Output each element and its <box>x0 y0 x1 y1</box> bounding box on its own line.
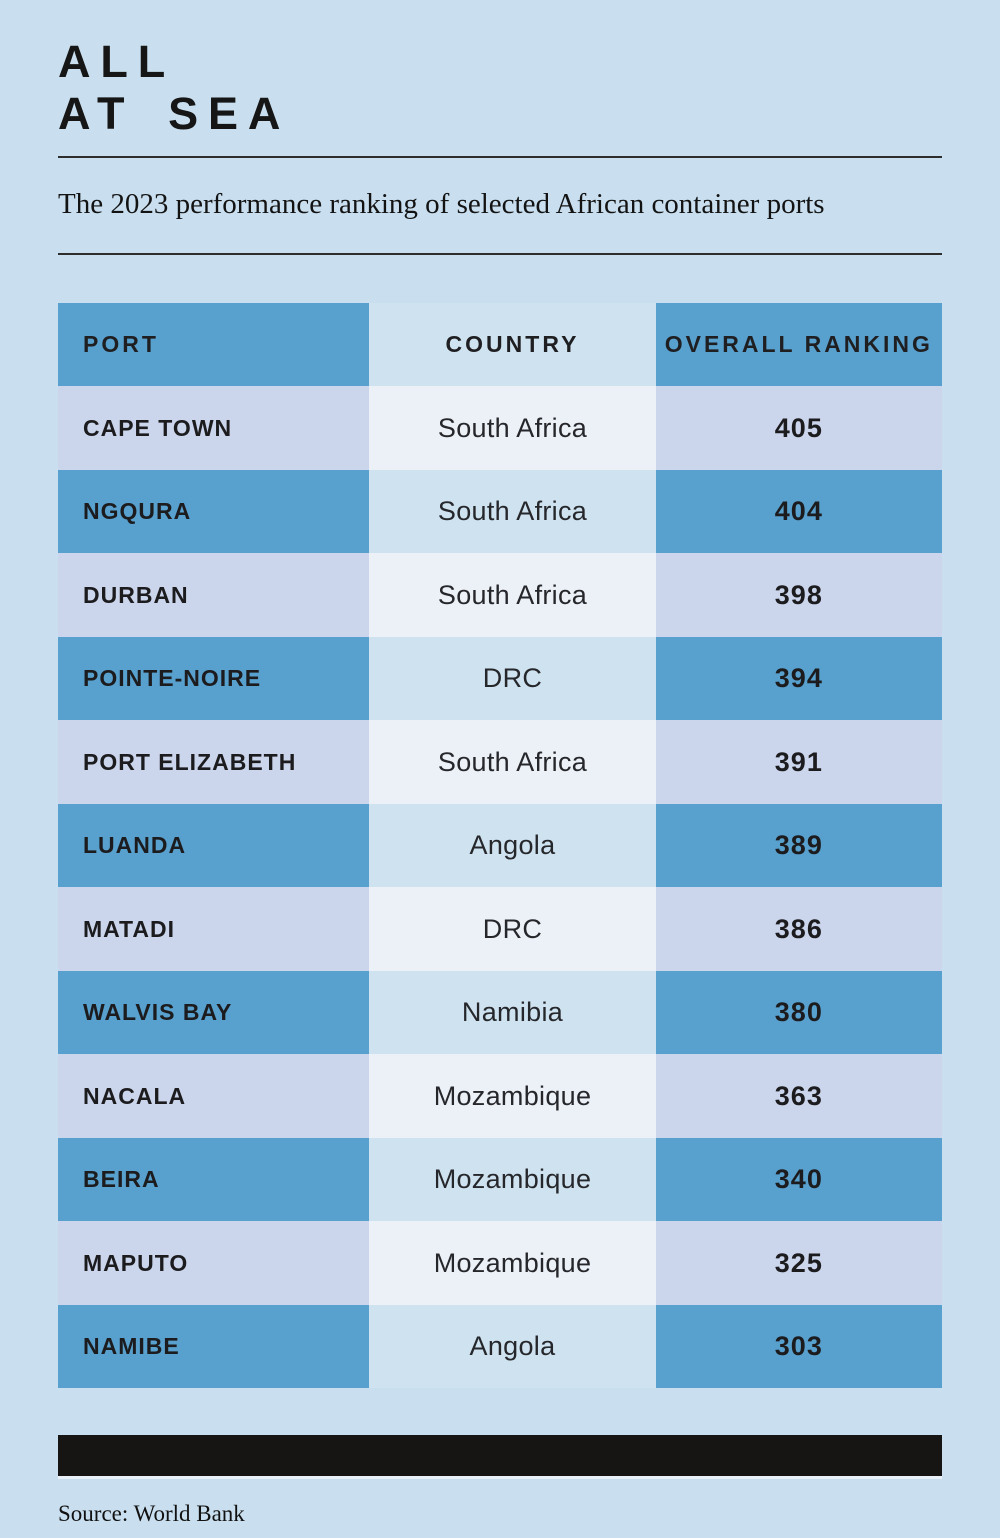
ranking-cell-label: 386 <box>774 913 823 944</box>
country-cell <box>369 553 655 637</box>
ranking-cell-label: 325 <box>774 1247 823 1278</box>
country-cell <box>369 1305 655 1389</box>
credit-bar <box>58 1435 942 1479</box>
port-cell-label: MAPUTO <box>83 1249 189 1276</box>
country-cell-label: South Africa <box>437 579 588 610</box>
country-cell <box>369 887 655 971</box>
country-cell <box>369 1138 655 1222</box>
country-cell <box>369 470 655 554</box>
port-cell-label: MATADI <box>83 915 176 942</box>
port-cell <box>58 1221 369 1305</box>
country-cell-label: South Africa <box>437 496 588 527</box>
country-cell-label: Mozambique <box>433 1080 592 1111</box>
country-cell-label: DRC <box>482 913 543 944</box>
ranking-cell <box>656 720 942 804</box>
port-cell <box>58 1054 369 1138</box>
ranking-cell-label: 404 <box>774 496 823 527</box>
ranking-cell <box>656 1221 942 1305</box>
country-cell-label: Mozambique <box>433 1164 592 1195</box>
table-header-row <box>58 303 942 386</box>
source-attribution: Source: World Bank <box>58 1501 245 1527</box>
ranking-cell <box>656 1054 942 1138</box>
column-header-country: COUNTRY <box>445 331 580 358</box>
table-row <box>58 553 942 637</box>
ranking-cell <box>656 1305 942 1389</box>
ranking-cell-label: 394 <box>774 663 823 694</box>
port-cell-label: POINTE-NOIRE <box>83 665 262 692</box>
port-cell-label: PORT ELIZABETH <box>83 748 297 775</box>
port-cell-label: NAMIBE <box>83 1333 180 1360</box>
country-cell-label: South Africa <box>437 412 588 443</box>
ranking-cell-label: 380 <box>774 997 823 1028</box>
port-cell-label: NGQURA <box>83 498 192 525</box>
country-cell <box>369 804 655 888</box>
table-row <box>58 887 942 971</box>
ranking-cell-label: 391 <box>774 746 823 777</box>
column-header-port: PORT <box>83 331 159 358</box>
table-row <box>58 1054 942 1138</box>
ranking-cell <box>656 470 942 554</box>
port-cell-label: DURBAN <box>83 581 189 608</box>
table-row <box>58 637 942 721</box>
port-cell <box>58 553 369 637</box>
port-cell <box>58 637 369 721</box>
table-row <box>58 720 942 804</box>
ranking-cell-label: 363 <box>774 1080 823 1111</box>
table-row <box>58 470 942 554</box>
table-row <box>58 1221 942 1305</box>
column-header-overall-ranking: OVERALL RANKING <box>664 331 933 358</box>
chart-subtitle: The 2023 performance ranking of selected African container ports <box>58 188 825 221</box>
page-title-line2: AT SEA <box>58 88 291 140</box>
port-cell-label: CAPE TOWN <box>83 414 233 441</box>
ranking-cell <box>656 553 942 637</box>
title-divider <box>58 156 942 158</box>
port-cell <box>58 386 369 470</box>
country-cell <box>369 720 655 804</box>
port-cell <box>58 887 369 971</box>
port-cell <box>58 1138 369 1222</box>
ranking-cell-label: 303 <box>774 1331 823 1362</box>
page-title-line1: ALL <box>58 36 176 87</box>
table-row <box>58 1305 942 1389</box>
port-cell <box>58 470 369 554</box>
ranking-cell-label: 405 <box>774 412 823 443</box>
country-cell-label: DRC <box>482 663 543 694</box>
country-cell-label: South Africa <box>437 746 588 777</box>
country-cell <box>369 1054 655 1138</box>
ranking-cell-label: 389 <box>774 830 823 861</box>
page-title <box>58 36 942 140</box>
port-cell <box>58 1305 369 1389</box>
ranking-cell-label: 340 <box>774 1164 823 1195</box>
country-cell-label: Namibia <box>461 997 564 1028</box>
port-cell-label: WALVIS BAY <box>83 999 233 1026</box>
ranking-cell-label: 398 <box>774 579 823 610</box>
table-row <box>58 971 942 1055</box>
port-cell-label: LUANDA <box>83 832 187 859</box>
country-cell <box>369 1221 655 1305</box>
ranking-cell <box>656 386 942 470</box>
ranking-cell <box>656 887 942 971</box>
country-cell-label: Angola <box>469 830 556 861</box>
port-cell <box>58 720 369 804</box>
country-cell-label: Mozambique <box>433 1247 592 1278</box>
subtitle-divider <box>58 253 942 255</box>
port-cell-label: NACALA <box>83 1082 187 1109</box>
ports-table <box>58 303 942 1388</box>
port-cell <box>58 971 369 1055</box>
table-row <box>58 386 942 470</box>
ports-table-body <box>58 386 942 1388</box>
table-row <box>58 804 942 888</box>
header-cell-country <box>369 303 655 386</box>
port-cell <box>58 804 369 888</box>
masthead <box>58 0 942 255</box>
ranking-cell <box>656 971 942 1055</box>
ranking-cell <box>656 1138 942 1222</box>
port-cell-label: BEIRA <box>83 1166 160 1193</box>
country-cell <box>369 386 655 470</box>
table-row <box>58 1138 942 1222</box>
country-cell <box>369 637 655 721</box>
country-cell-label: Angola <box>469 1331 556 1362</box>
ranking-cell <box>656 637 942 721</box>
ranking-cell <box>656 804 942 888</box>
country-cell <box>369 971 655 1055</box>
header-cell-port <box>58 303 369 386</box>
header-cell-overall-ranking <box>656 303 942 386</box>
